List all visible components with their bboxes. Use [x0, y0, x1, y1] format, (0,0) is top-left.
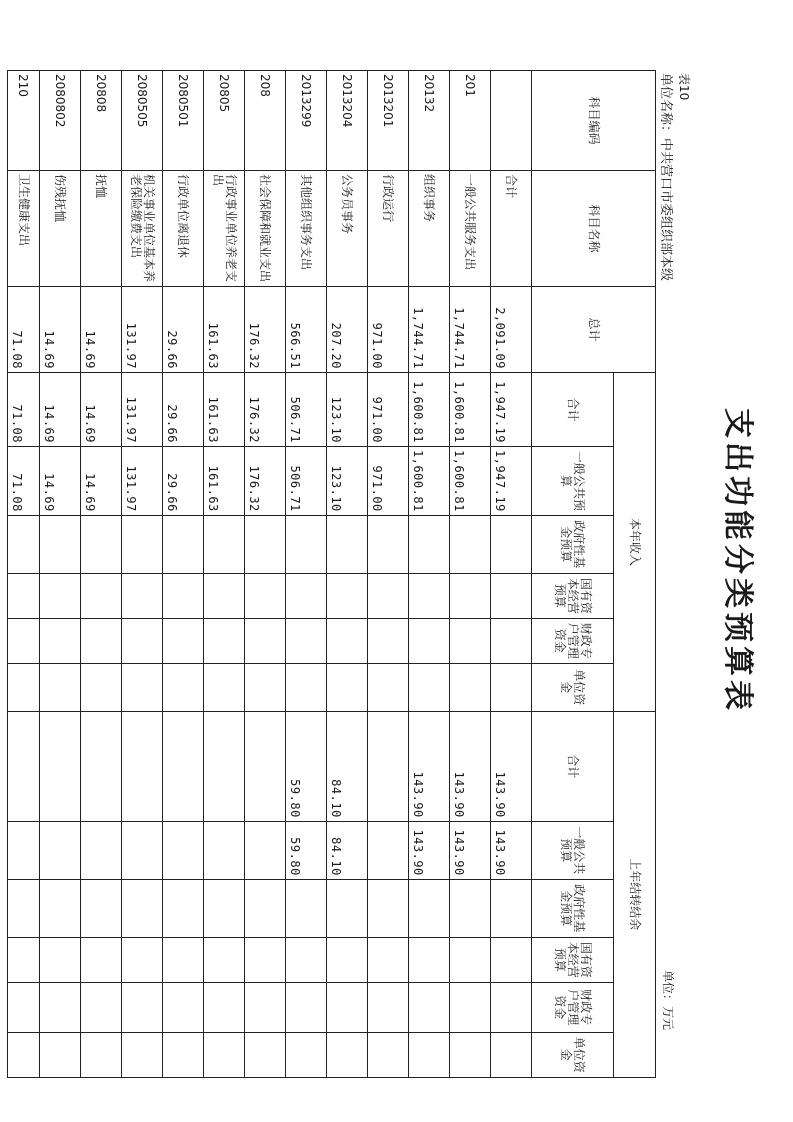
cell-carryover-2: [122, 879, 163, 937]
cell-current-2: [368, 515, 409, 573]
cell-carryover-5: [327, 1032, 368, 1077]
cell-current-0: 506.71: [286, 373, 327, 447]
cell-current-2: [81, 515, 122, 573]
cell-total: 566.51: [286, 287, 327, 373]
cell-current-5: [8, 663, 40, 711]
cell-carryover-0: 143.90: [409, 711, 450, 821]
table-number: 表10: [677, 73, 691, 101]
cell-current-2: [491, 515, 532, 573]
cell-current-4: [8, 618, 40, 663]
cell-current-0: 176.32: [245, 373, 286, 447]
cell-current-1: 131.97: [122, 447, 163, 516]
cell-carryover-5: [81, 1032, 122, 1077]
cell-current-3: [286, 573, 327, 618]
cell-carryover-2: [81, 879, 122, 937]
header-carryover-col-0: 合计: [532, 711, 614, 821]
cell-carryover-1: [122, 821, 163, 879]
cell-carryover-4: [163, 982, 204, 1032]
cell-current-5: [409, 663, 450, 711]
cell-carryover-2: [163, 879, 204, 937]
table-row: [163, 71, 204, 1078]
cell-current-5: [122, 663, 163, 711]
cell-current-0: 971.00: [368, 373, 409, 447]
cell-name: 其他组织事务支出: [286, 171, 327, 287]
cell-carryover-5: [122, 1032, 163, 1077]
header-carryover-col-5: 单位资金: [532, 1032, 614, 1077]
cell-carryover-1: [8, 821, 40, 879]
cell-current-2: [327, 515, 368, 573]
expenditure-table: [7, 70, 656, 1078]
cell-code: 20805: [204, 71, 245, 171]
cell-total: 131.97: [122, 287, 163, 373]
cell-carryover-3: [40, 937, 81, 982]
cell-total: 29.66: [163, 287, 204, 373]
cell-carryover-1: 143.90: [409, 821, 450, 879]
cell-total: 207.20: [327, 287, 368, 373]
cell-name: 行政运行: [368, 171, 409, 287]
header-carryover-col-2: 政府性基金预算: [532, 879, 614, 937]
table-row: [286, 71, 327, 1078]
cell-carryover-2: [409, 879, 450, 937]
cell-current-4: [81, 618, 122, 663]
cell-code: 2013299: [286, 71, 327, 171]
cell-carryover-4: [204, 982, 245, 1032]
cell-carryover-1: 143.90: [450, 821, 491, 879]
table-row: [450, 71, 491, 1078]
cell-current-4: [163, 618, 204, 663]
header-carryover-col-1: 一般公共预算: [532, 821, 614, 879]
cell-current-4: [122, 618, 163, 663]
cell-current-5: [204, 663, 245, 711]
cell-carryover-5: [491, 1032, 532, 1077]
header-current-col-2: 政府性基金预算: [532, 515, 614, 573]
cell-current-3: [409, 573, 450, 618]
cell-current-4: [40, 618, 81, 663]
cell-carryover-0: [81, 711, 122, 821]
cell-code: 210: [8, 71, 40, 171]
cell-current-3: [491, 573, 532, 618]
cell-carryover-0: 84.10: [327, 711, 368, 821]
cell-carryover-5: [450, 1032, 491, 1077]
header-carryover-col-4: 财政专户管理资金: [532, 982, 614, 1032]
cell-current-0: 123.10: [327, 373, 368, 447]
cell-carryover-3: [8, 937, 40, 982]
cell-current-5: [245, 663, 286, 711]
cell-carryover-1: [40, 821, 81, 879]
cell-carryover-4: [81, 982, 122, 1032]
cell-carryover-4: [8, 982, 40, 1032]
cell-carryover-5: [8, 1032, 40, 1077]
cell-carryover-0: [245, 711, 286, 821]
cell-total: 1,744.71: [450, 287, 491, 373]
cell-current-3: [245, 573, 286, 618]
cell-carryover-3: [81, 937, 122, 982]
cell-carryover-4: [286, 982, 327, 1032]
cell-current-3: [204, 573, 245, 618]
cell-current-2: [163, 515, 204, 573]
cell-current-4: [204, 618, 245, 663]
cell-name: 公务员事务: [327, 171, 368, 287]
cell-carryover-5: [163, 1032, 204, 1077]
cell-carryover-3: [245, 937, 286, 982]
cell-carryover-3: [204, 937, 245, 982]
header-code: 科目编码: [532, 71, 656, 171]
cell-carryover-3: [368, 937, 409, 982]
cell-current-3: [40, 573, 81, 618]
cell-code: 208: [245, 71, 286, 171]
cell-name: 抚恤: [81, 171, 122, 287]
table-row: [409, 71, 450, 1078]
cell-carryover-2: [327, 879, 368, 937]
cell-carryover-5: [40, 1032, 81, 1077]
cell-carryover-0: [368, 711, 409, 821]
header-total: 总计: [532, 287, 656, 373]
cell-carryover-4: [450, 982, 491, 1032]
table-row: [204, 71, 245, 1078]
table-row: [368, 71, 409, 1078]
table-row: [40, 71, 81, 1078]
cell-current-2: [409, 515, 450, 573]
cell-carryover-0: [204, 711, 245, 821]
cell-current-5: [491, 663, 532, 711]
table-row: [122, 71, 163, 1078]
cell-current-4: [450, 618, 491, 663]
cell-current-2: [245, 515, 286, 573]
header-current-col-1: 一般公共预算: [532, 447, 614, 516]
cell-current-5: [81, 663, 122, 711]
cell-carryover-0: [122, 711, 163, 821]
cell-name: 行政单位离退休: [163, 171, 204, 287]
cell-total: 2,091.09: [491, 287, 532, 373]
cell-current-0: 71.08: [8, 373, 40, 447]
cell-total: 176.32: [245, 287, 286, 373]
cell-name: 卫生健康支出: [8, 171, 40, 287]
cell-current-4: [491, 618, 532, 663]
cell-carryover-1: [368, 821, 409, 879]
cell-carryover-1: 143.90: [491, 821, 532, 879]
cell-code: 2080505: [122, 71, 163, 171]
cell-carryover-3: [286, 937, 327, 982]
cell-carryover-0: 59.80: [286, 711, 327, 821]
cell-current-0: 14.69: [81, 373, 122, 447]
cell-current-0: 161.63: [204, 373, 245, 447]
table-row: [8, 71, 40, 1078]
cell-code: 20808: [81, 71, 122, 171]
cell-carryover-2: [368, 879, 409, 937]
cell-carryover-4: [491, 982, 532, 1032]
cell-carryover-2: [204, 879, 245, 937]
cell-carryover-4: [409, 982, 450, 1032]
cell-current-3: [368, 573, 409, 618]
table-body: [8, 71, 532, 1078]
cell-current-0: 1,947.19: [491, 373, 532, 447]
cell-carryover-1: [163, 821, 204, 879]
table-row: [245, 71, 286, 1078]
cell-carryover-5: [245, 1032, 286, 1077]
cell-current-0: 1,600.81: [409, 373, 450, 447]
cell-carryover-5: [286, 1032, 327, 1077]
cell-carryover-1: 59.80: [286, 821, 327, 879]
header-current-col-3: 国有资本经营预算: [532, 573, 614, 618]
cell-carryover-5: [204, 1032, 245, 1077]
cell-current-0: 14.69: [40, 373, 81, 447]
cell-current-3: [163, 573, 204, 618]
cell-code: [491, 71, 532, 171]
header-name: 科目名称: [532, 171, 656, 287]
cell-current-3: [122, 573, 163, 618]
header-carryover-col-3: 国有资本经营预算: [532, 937, 614, 982]
cell-current-1: 29.66: [163, 447, 204, 516]
cell-carryover-2: [450, 879, 491, 937]
cell-current-1: 1,947.19: [491, 447, 532, 516]
cell-carryover-4: [368, 982, 409, 1032]
cell-carryover-5: [409, 1032, 450, 1077]
cell-carryover-3: [409, 937, 450, 982]
unit-name: 单位名称：中共营口市委组织部本级: [658, 73, 673, 282]
cell-carryover-0: 143.90: [450, 711, 491, 821]
cell-carryover-1: [245, 821, 286, 879]
cell-current-2: [122, 515, 163, 573]
table-row: [491, 71, 532, 1078]
cell-current-1: 1,600.81: [409, 447, 450, 516]
page-title: 支出功能分类预算表: [720, 408, 755, 714]
cell-total: 14.69: [40, 287, 81, 373]
cell-current-5: [286, 663, 327, 711]
header-current-col-0: 合计: [532, 373, 614, 447]
cell-code: 2080501: [163, 71, 204, 171]
cell-current-2: [286, 515, 327, 573]
cell-carryover-3: [163, 937, 204, 982]
cell-current-4: [286, 618, 327, 663]
cell-current-5: [368, 663, 409, 711]
cell-carryover-4: [40, 982, 81, 1032]
cell-current-1: 14.69: [81, 447, 122, 516]
cell-current-1: 176.32: [245, 447, 286, 516]
cell-current-1: 71.08: [8, 447, 40, 516]
cell-name: 组织事务: [409, 171, 450, 287]
cell-total: 14.69: [81, 287, 122, 373]
cell-code: 20132: [409, 71, 450, 171]
table-row: [81, 71, 122, 1078]
cell-current-3: [450, 573, 491, 618]
cell-carryover-0: [40, 711, 81, 821]
cell-current-4: [368, 618, 409, 663]
cell-carryover-3: [122, 937, 163, 982]
cell-carryover-3: [491, 937, 532, 982]
cell-current-0: 29.66: [163, 373, 204, 447]
cell-carryover-1: [204, 821, 245, 879]
cell-name: 伤残抚恤: [40, 171, 81, 287]
cell-current-5: [163, 663, 204, 711]
cell-carryover-4: [327, 982, 368, 1032]
cell-current-1: 161.63: [204, 447, 245, 516]
cell-carryover-3: [327, 937, 368, 982]
cell-carryover-0: [163, 711, 204, 821]
cell-current-3: [327, 573, 368, 618]
cell-carryover-4: [122, 982, 163, 1032]
header-carryover: 上年结转结余: [614, 711, 656, 1077]
cell-code: 2080802: [40, 71, 81, 171]
cell-current-2: [204, 515, 245, 573]
cell-code: 201: [450, 71, 491, 171]
cell-carryover-2: [40, 879, 81, 937]
cell-carryover-3: [450, 937, 491, 982]
cell-code: 2013201: [368, 71, 409, 171]
table-row: [327, 71, 368, 1078]
cell-carryover-2: [491, 879, 532, 937]
currency-unit: 单位：万元: [661, 970, 675, 1031]
cell-carryover-4: [245, 982, 286, 1032]
cell-total: 1,744.71: [409, 287, 450, 373]
cell-carryover-1: 84.10: [327, 821, 368, 879]
cell-carryover-1: [81, 821, 122, 879]
cell-current-4: [327, 618, 368, 663]
cell-current-1: 123.10: [327, 447, 368, 516]
cell-current-0: 131.97: [122, 373, 163, 447]
cell-total: 161.63: [204, 287, 245, 373]
cell-current-4: [409, 618, 450, 663]
cell-name: 合计: [491, 171, 532, 287]
cell-total: 971.00: [368, 287, 409, 373]
cell-current-1: 1,600.81: [450, 447, 491, 516]
header-current-col-5: 单位资金: [532, 663, 614, 711]
cell-current-0: 1,600.81: [450, 373, 491, 447]
cell-name: 机关事业单位基本养老保险缴费支出: [122, 171, 163, 287]
cell-current-1: 506.71: [286, 447, 327, 516]
cell-carryover-0: 143.90: [491, 711, 532, 821]
cell-current-5: [40, 663, 81, 711]
cell-name: 行政事业单位养老支出: [204, 171, 245, 287]
cell-carryover-2: [8, 879, 40, 937]
cell-current-3: [81, 573, 122, 618]
cell-current-3: [8, 573, 40, 618]
cell-current-4: [245, 618, 286, 663]
cell-carryover-2: [245, 879, 286, 937]
cell-current-2: [8, 515, 40, 573]
header-current-col-4: 财政专户管理资金: [532, 618, 614, 663]
cell-code: 2013204: [327, 71, 368, 171]
cell-name: 一般公共服务支出: [450, 171, 491, 287]
cell-carryover-2: [286, 879, 327, 937]
cell-current-5: [327, 663, 368, 711]
cell-current-2: [450, 515, 491, 573]
cell-current-1: 14.69: [40, 447, 81, 516]
cell-current-2: [40, 515, 81, 573]
cell-name: 社会保障和就业支出: [245, 171, 286, 287]
cell-carryover-0: [8, 711, 40, 821]
cell-current-1: 971.00: [368, 447, 409, 516]
header-current-year: 本年收入: [614, 373, 656, 712]
cell-carryover-5: [368, 1032, 409, 1077]
cell-current-5: [450, 663, 491, 711]
cell-total: 71.08: [8, 287, 40, 373]
